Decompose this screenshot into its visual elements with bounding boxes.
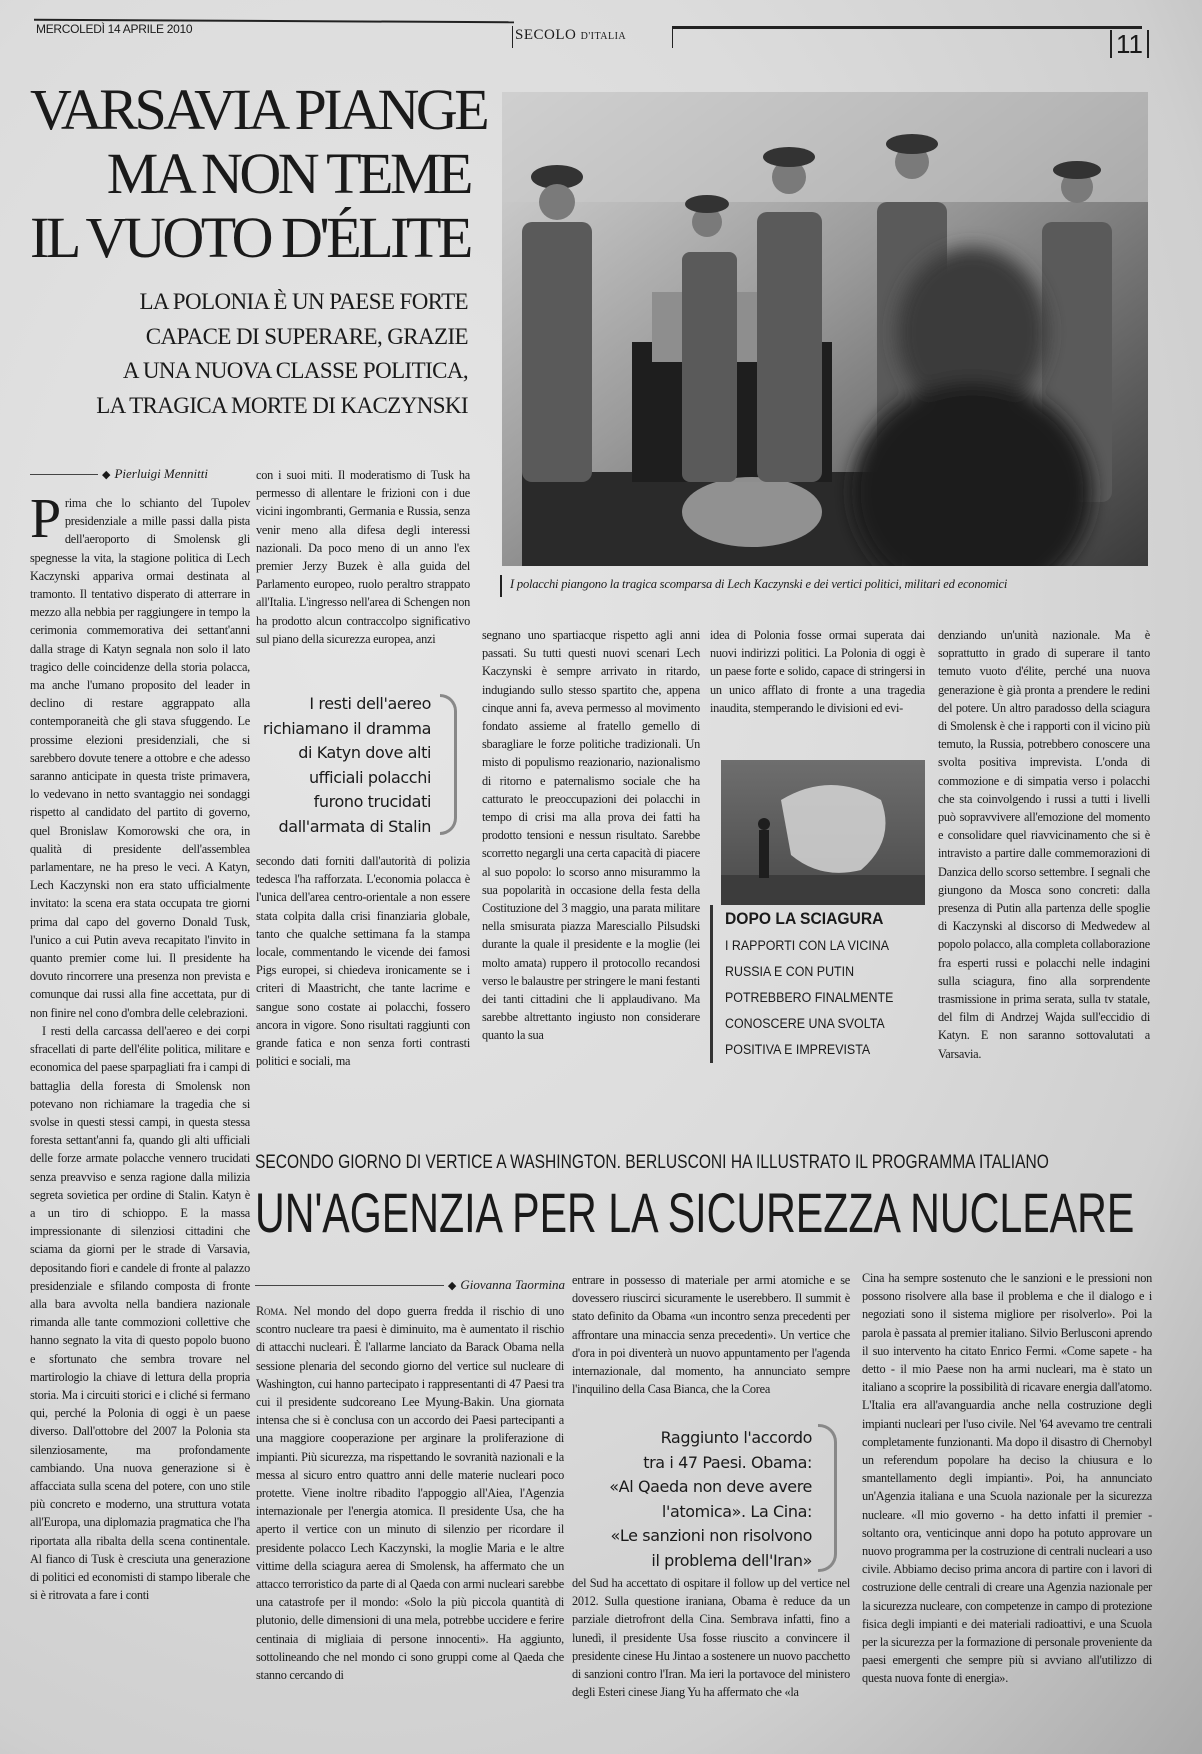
box-line: RUSSIA E CON PUTIN <box>725 964 855 979</box>
box-line: POSITIVA E IMPREVISTA <box>725 1042 871 1057</box>
pull-quote-line: richiamano il dramma <box>262 718 431 738</box>
article2-kicker: SECONDO GIORNO DI VERTICE A WASHINGTON. BERLUSCONI HA ILLUSTRATO IL PROGRAMMA ITALIANO <box>255 1152 1049 1173</box>
headline-line: MA NON TEME <box>106 141 470 206</box>
article2-column-2-bottom: del Sud ha accettato di ospitare il follow up del vertice nel 2012. Sulla questione iraniana, Obama è reduce da un parziale dietrofront della Cina. Sembrava infatti, fino a lunedì, il presidente Usa fosse riuscito a convincere il presidente cinese Hu Jintao a sostenere un nuovo pacchetto di sanzioni contro l'Iran. Ma ieri la portavoce del ministero degli Esteri cinese Jiang Yu ha affermato che «la <box>572 1576 850 1700</box>
pull-quote-line: dall'armata di Stalin <box>278 816 431 836</box>
pull-quote-line: ufficiali polacchi <box>308 767 431 787</box>
box-line: I RAPPORTI CON LA VICINA <box>725 938 890 953</box>
author-name: Pierluigi Mennitti <box>114 466 208 481</box>
pull-quote <box>256 692 431 839</box>
pull-quote <box>572 1426 812 1573</box>
pull-quote-line: il problema dell'Iran» <box>651 1550 812 1570</box>
pull-quote-line: furono trucidati <box>313 792 431 811</box>
dateline: Roma <box>256 1304 285 1318</box>
photo-caption: I polacchi piangono la tragica scomparsa di Lech Kaczynski e dei vertici politici, militari ed economici <box>510 577 1008 591</box>
article-headline <box>30 77 487 270</box>
newspaper-name-main: SECOLO <box>515 27 577 43</box>
pull-quote-line: Raggiunto l'accordo <box>660 1428 812 1447</box>
pull-quote-line: l'atomica». La Cina: <box>661 1501 812 1521</box>
article2-title: UN'AGENZIA PER LA SICUREZZA NUCLEARE <box>255 1181 1135 1244</box>
pull-quote-line: tra i 47 Paesi. Obama: <box>643 1452 812 1472</box>
issue-date: MERCOLEDÌ 14 APRILE 2010 <box>36 22 193 36</box>
article-column-4: idea di Polonia fosse ormai superata dai nuovi indirizzi politici. La Polonia di oggi è un paese forte e solido, capace di stringersi in un unico afflato di fronte a una tragedia inaudita, stemperando le divisioni ed evi- <box>710 628 925 715</box>
byline-rule <box>30 474 98 475</box>
sidebar-box <box>710 905 940 1063</box>
headline-line: VARSAVIA PIANGE <box>30 77 487 142</box>
diamond-icon: ◆ <box>447 1279 457 1292</box>
pull-quote-brace <box>818 1424 837 1572</box>
pull-quote-brace <box>440 694 457 835</box>
article-column-2-top: con i suoi miti. Il moderatismo di Tusk ha permesso di allentare le frizioni con i due vicini ingombranti, Germania e Russia, senza venir meno alla difesa degli interessi nazionali. Da poco meno di un anno l'ex premier Jerzy Buzek è alla guida del Parlamento europeo, ruolo peraltro strappato all'Italia. L'ingresso nell'area di Schengen non ha prodotto alcun contraccolpo significativo sul piano della sicurezza europea, anzi <box>256 468 470 646</box>
author-byline <box>30 466 250 482</box>
subhead-line: CAPACE DI SUPERARE, GRAZIE <box>145 323 468 349</box>
article-column-2-bottom: secondo dati forniti dall'autorità di polizia tedesca l'ha rafforzata. L'economia polacca è l'unica dell'area centro-orientale a non essere stata colpita dalla crisi finanziaria globale, tanto che qualche settimana fa la stampa locale, commentando le vicende dei famosi Pigs europei, si chiedeva ironicamente se i criteri di Maastricht, che tante lacrime e sangue sono costate ai polacchi, fossero ancora in vigore. Sono risultati raggiunti con grande fatica e non senza forti contrasti politici e sociali, ma <box>256 854 470 1069</box>
inset-photo <box>721 760 925 905</box>
article2-column-3: Cina ha sempre sostenuto che le sanzioni e le pressioni non possono risolvere alla base il problema e che il dialogo e i negoziati sono il sistema migliore per risolverlo». Poi la parola è passata al premier italiano. Silvio Berlusconi aprendo il suo intervento ha citato Enrico Fermi. «Come sapete - ha detto - il mio Paese non ha armi nucleari, ma è stato un italiano a scoprire la possibilità di ricavare energia dall'atomo. L'Italia era all'avanguardia anche nella costruzione degli impianti nucleari per l'uso civile. Nel '64 avevamo tre centrali completamente funzionanti. Ma dopo il disastro di Chernobyl un referendum popolare ha deciso la chiusura e lo smantellamento degli impianti». Poi, ha annunciato un'Agenzia italiana e una Scuola nazionale per la sicurezza nucleare. «Il mio governo - ha detto infatti il premier - soltanto ora, venticinque anni dopo ha potuto approvare un nuovo programma per la costruzione di centrali nucleari a uso civile. Abbiamo deciso prima ancora di partire con i lavori di costruzione delle centrali di creare una Agenzia nazionale per la sicurezza nucleare, con competenze in campo di protezione fisica degli impianti e dei materiali radioattivi, e una Scuola per la sicurezza per la formazione di personale proveniente da paesi emergenti che sempre più si avviano all'utilizzo di questa nuova fonte di energia». <box>862 1271 1152 1686</box>
paragraph: . Nel mondo del dopo guerra fredda il rischio di uno scontro nucleare tra paesi è diminuito, ma è aumentato il rischio di attacchi nucleari. È l'allarme lanciato da Barack Obama nella sessione plenaria del secondo giorno del vertice sul nucleare di Washington, cui hanno partecipato i rappresentanti di 47 Paesi tra cui il presidente sudcoreano Lee Myung-Bakin. Una giornata intensa che si è conclusa con un accordo dei Paesi partecipanti a una maggiore cooperazione per arginare la proliferazione di impianti. Più sicurezza, ma rispettando le sovranità nazionali e la messa al sicuro entro quattro anni delle materie nucleari poco protette. Viene inoltre ribadito l'appoggio all'Aiea, l'Agenzia internazionale per l'energia atomica. Il presidente Usa, che ha aperto il vertice con un minuto di silenzio per ricordare il presidente polacco Lech Kaczynski, la moglie Maria e le altre vittime della sciagura aerea di Smolensk, ha affermato che un attacco terroristico da parte di al Qaeda con armi nucleari sarebbe una catastrofe per il mondo: «Solo la più piccola quantità di plutonio, delle dimensioni di una mela, potrebbe uccidere e ferire centinaia di migliaia di persone innocenti». Ha aggiunto, sottolineando che nel mondo ci sono gruppi come al Qaeda che stanno cercando di <box>256 1304 564 1683</box>
subhead-line: LA TRAGICA MORTE DI KACZYNSKI <box>96 392 468 418</box>
article-column-1 <box>30 488 250 1604</box>
pull-quote-line: «Al Qaeda non deve avere <box>609 1477 812 1496</box>
header-rule-right <box>672 26 1142 29</box>
paragraph: rima che lo schianto del Tupolev presidenziale a mille passi dalla pista dell'aeroporto di Smolensk gli spegnesse la vita, la stagione politica di Lech Kaczynski appariva ormai destinata al tramonto. Il tentativo disperato di atterrare in mezzo alla nebbia per raggiungere in tempo la cerimonia commemorativa dei settant'anni dalla strage di Katyn segnala non solo il lato tragico delle coincidenze della storia polacca, ma anche l'umano proposito del leader in declino di restare aggrappato alla contemporaneità che gli stava sfuggendo. Le prossime elezioni presidenziali, che si sarebbero dovute tenere a ottobre e che adesso saranno anticipate in questa triste primavera, lo vedevano in netto svantaggio nei sondaggi rispetto al candidato del partito di governo, quel Bronislaw Komorowski che ora, in qualità di presidente dell'assemblea parlamentare, ne ha preso le veci. A Katyn, Lech Kaczynski non era stato ufficialmente invitato: la scena era stata occupata tre giorni prima dal capo del governo Donald Tusk, l'unico a cui Putin aveva recapitato l'invito in quanto premier come lui. Il presidente ha dovuto rincorrere una presenza non prevista e comunque dai russi alla fine accettata, pur di non finire nel cono d'ombra delle celebrazioni. <box>30 496 250 1020</box>
pull-quote-line: di Katyn dove alti <box>298 743 431 762</box>
box-line: CONOSCERE UNA SVOLTA <box>725 1016 885 1031</box>
page-number: 11 <box>1110 30 1149 58</box>
headline-line: IL VUOTO D'ÉLITE <box>30 205 470 270</box>
author-byline <box>255 1277 565 1293</box>
drop-cap: P <box>30 488 61 550</box>
subhead-line: A UNA NUOVA CLASSE POLITICA, <box>122 358 468 383</box>
diamond-icon: ◆ <box>102 468 111 481</box>
article-column-5: denziando un'unità nazionale. Ma è soprattutto in grado di superare il tanto temuto vuoto d'élite, perché una nuova generazione è già pronta a prendere le redini del potere. Un altro paradosso della sciagura di Smolensk è che i rapporti con il vicino più temuto, la Russia, potrebbero conoscere una svolta positiva imprevista. L'onda di commozione e di simpatia verso i polacchi che sta coinvolgendo i russi a tutti i livelli può sopravvivere all'emozione del momento e consolidare quel riavvicinamento che si è intravisto a partire dalle commemorazioni di Danzica dello scorso settembre. I segnali che giungono da Mosca sono concreti: dalla presenza di Putin alla partenza delle spoglie di Kaczynski al discorso di Medwedew al popolo polacco, alla completa collaborazione fra esperti russi e polacchi nelle indagini sulla sciagura, fino alla sorprendente trasmissione in prima serata, sulla tv statale, del film di Andrzej Wajda sull'eccidio di Katyn. E non saranno sottovalutati a Varsavia. <box>938 628 1150 1061</box>
article-column-3: segnano uno spartiacque rispetto agli anni passati. Su tutti questi nuovi scenari Lech Kaczynski è sempre arrivato in ritardo, indugiando sullo stesso spartito che, appena cinque anni fa, aveva permesso al movimento fondato assieme al fratello gemello di sbaragliare le forze politiche tradizionali. Un misto di populismo reazionario, nazionalismo di ritorno e paternalismo sociale che ha catturato le preoccupazioni dei polacchi in tempo di crisi ma alla prova dei fatti ha prodotto tensioni e nessun risultato. Sarebbe scorretto negargli una certa capacità di piacere al suo popolo: lo scorso anno misurammo la sua popolarità in occasione della festa della Costituzione del 3 maggio, una parata militare nella smisurata piazza Maresciallo Pilsudski durante la quale il presidente e la moglie (lei molto amata) ruppero il protocollo recandosi verso le balaustre per stringere le mani festanti dei tanti cittadini che li applaudivano. Ma sarebbe altrettanto ingiusto non considerare quanto la sua <box>482 628 700 1043</box>
newspaper-name <box>515 27 626 44</box>
caption-marker <box>500 575 502 597</box>
header-divider <box>672 26 673 48</box>
pull-quote-line: «Le sanzioni non risolvono <box>610 1526 812 1545</box>
box-line: POTREBBERO FINALMENTE <box>725 990 894 1005</box>
author-name: Giovanna Taormina <box>460 1277 565 1292</box>
funeral-photo <box>502 92 1148 566</box>
box-title: DOPO LA SCIAGURA <box>725 909 884 928</box>
subhead-line: LA POLONIA È UN PAESE FORTE <box>139 289 468 314</box>
article2-column-2-top: entrare in possesso di materiale per armi atomiche e se dovessero riuscirci sicuramente le userebbero. Il summit è stato definito da Obama «un incontro senza precedenti per affrontare una minaccia senza precedenti». Un vertice che d'ora in poi diventerà un nuovo appuntamento per l'agenda internazionale, dal momento, ha annunciato sempre l'inquilino della Casa Bianca, che la Corea <box>572 1273 850 1397</box>
header-divider <box>512 26 513 48</box>
newspaper-name-suffix: D'ITALIA <box>580 31 627 42</box>
byline-rule <box>255 1285 444 1286</box>
pull-quote-line: I resti dell'aereo <box>309 694 431 713</box>
paragraph: I resti della carcassa dell'aereo e dei corpi sfracellati di parte dell'élite politica, militare e economica del paese sparpagliati fra i campi di battaglia della foresta di Smolensk non potevano non richiamare la tragedia che si svolse in questi stessi campi, in questa stessa foresta settant'anni fa, quando gli alti ufficiali delle forze armate polacche vennero trucidati senza preavviso e senza ragione dalla milizia segreta sovietica per ordine di Stalin. Katyn è a un tiro di schioppo. E la massa impressionante di silenziosi cittadini che sciama da giorni per le strade di Varsavia, depositando fiori e candele di fronte al palazzo presidenziale e sfilando composta di fronte alla bara avvolta nella bandiera nazionale rimanda alle tante commozioni collettive che hanno segnato la vita di questo popolo buono e sfortunato che sembra trovare nel martirologio la chiave di lettura della propria storia. Ma i circuiti storici e i cliché si fermano qui, perché la Polonia di oggi è un paese diverso. Dall'ottobre del 2007 la Polonia sta silenziosamente, ma profondamente cambiando. Una nuova generazione si è affacciata sulla scena del potere, con uno stile più concreto e moderno, una struttura votata all'Europa, una diplomazia pragmatica che l'ha riportata alla ribalta della scena continentale. Al fianco di Tusk è cresciuta una generazione di politici ed economisti di stampo liberale che si è ritrovata a fare i conti <box>30 1023 250 1603</box>
article2-column-1 <box>256 1302 564 1684</box>
article-subhead <box>30 285 468 423</box>
